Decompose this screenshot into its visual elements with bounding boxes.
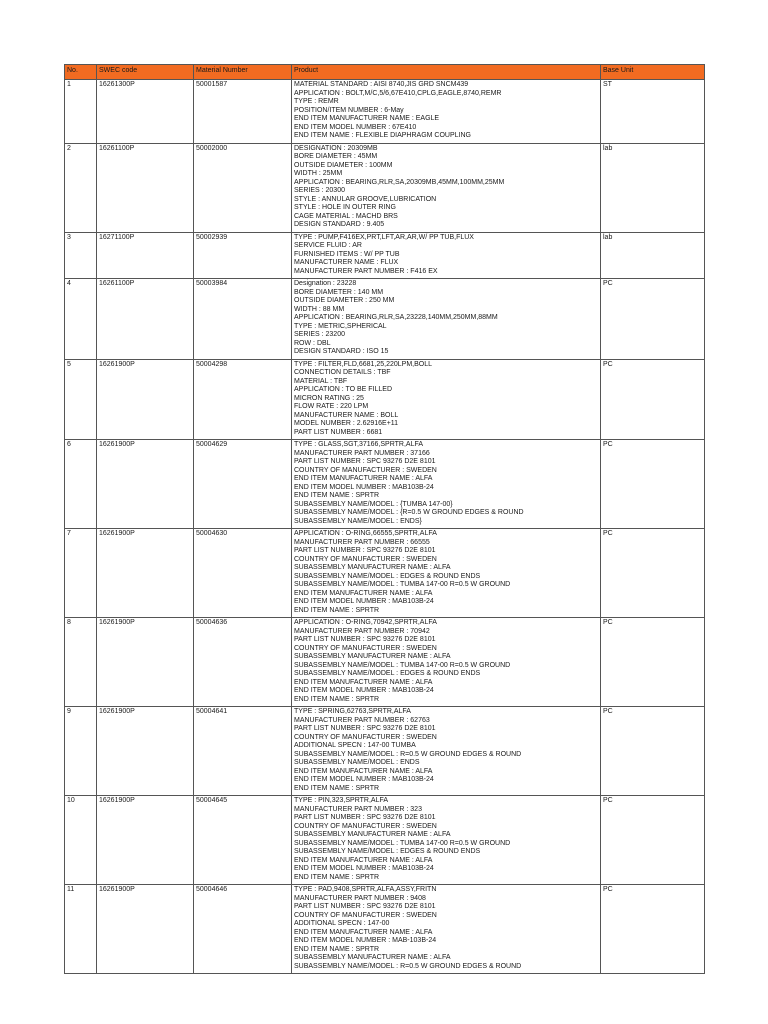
product-line: PART LIST NUMBER : SPC 93276 D2E 8101 (294, 458, 436, 465)
product-line: MATERIAL : TBF (294, 377, 348, 385)
product-line: END ITEM NAME : SPRTR (294, 606, 380, 614)
product-line: MANUFACTURER PART NUMBER : 37166 (294, 449, 430, 457)
product-line: OUTSIDE DIAMETER : 100MM (294, 161, 393, 169)
product-line: COUNTRY OF MANUFACTURER : SWEDEN (294, 822, 437, 830)
row-number: 6 (65, 440, 97, 529)
product-line: APPLICATION : BEARING,RLR,SA,23228,140MM,250MM,88MM (294, 314, 498, 321)
product-line: MATERIAL STANDARD : AISI 8740,JIS GRD SNCM439 (294, 81, 469, 88)
header-row (65, 65, 705, 80)
product-line: ADDITIONAL SPECN : 147-00 (294, 920, 390, 927)
product-line: SUBASSEMBLY NAME/MODEL : EDGES & ROUND ENDS (294, 670, 481, 677)
base-unit: PC (601, 707, 705, 796)
table-row (65, 529, 705, 618)
row-number: 10 (65, 796, 97, 885)
base-unit: PC (601, 885, 705, 974)
product-line: END ITEM MODEL NUMBER : MAB103B-24 (294, 865, 434, 872)
product-line: STYLE : HOLE IN OUTER RING (294, 204, 396, 211)
product-line: BORE DIAMETER : 45MM (294, 153, 378, 160)
product-line: CAGE MATERIAL : MACHD BRS (294, 212, 398, 220)
row-number: 11 (65, 885, 97, 974)
product-line: END ITEM NAME : SPRTR (294, 784, 380, 792)
product-line: WIDTH : 88 MM (294, 305, 345, 313)
material-number: 50004645 (194, 796, 292, 885)
base-unit: PC (601, 618, 705, 707)
material-number: 50004629 (194, 440, 292, 529)
swec-code: 16261300P (97, 80, 194, 144)
product-line: END ITEM MANUFACTURER NAME : ALFA (294, 589, 433, 597)
product-line: DESIGNATION : 20309MB (294, 144, 378, 152)
product-line: APPLICATION : O-RING,70942,SPRTR,ALFA (294, 619, 437, 626)
product-description (292, 707, 601, 796)
product-line: SUBASSEMBLY NAME/MODEL : EDGES & ROUND ENDS (294, 572, 481, 580)
product-description (292, 796, 601, 885)
product-line: TYPE : SPRING,62763,SPRTR,ALFA (294, 708, 411, 715)
row-number: 7 (65, 529, 97, 618)
row-number: 4 (65, 279, 97, 360)
product-line: SUBASSEMBLY NAME/MODEL : TUMBA 147-00 R=0.5 W GROUND (294, 661, 511, 669)
product-line: END ITEM MODEL NUMBER : MAB103B-24 (294, 598, 434, 605)
table-row (65, 618, 705, 707)
product-line: END ITEM MODEL NUMBER : MAB103B-24 (294, 483, 434, 491)
material-number: 50004298 (194, 359, 292, 440)
product-line: SERIES : 23200 (294, 331, 345, 338)
materials-sheet (64, 64, 704, 974)
swec-code: 16261900P (97, 440, 194, 529)
material-number: 50001587 (194, 80, 292, 144)
product-line: PART LIST NUMBER : SPC 93276 D2E 8101 (294, 547, 436, 554)
table-row (65, 359, 705, 440)
product-line: PART LIST NUMBER : SPC 93276 D2E 8101 (294, 903, 436, 910)
base-unit: ST (601, 80, 705, 144)
product-line: MODEL NUMBER : 2.62916E+11 (294, 420, 399, 427)
swec-code: 16261900P (97, 618, 194, 707)
product-description (292, 279, 601, 360)
product-line: PART LIST NUMBER : SPC 93276 D2E 8101 (294, 636, 436, 643)
product-line: ADDITIONAL SPECN : 147-00 TUMBA (294, 742, 416, 749)
table-row (65, 80, 705, 144)
product-line: TYPE : REMR (294, 98, 339, 105)
product-line: TYPE : PIN,323,SPRTR,ALFA (294, 797, 389, 804)
product-line: DESIGN STANDARD : 9.405 (294, 221, 385, 228)
product-line: END ITEM NAME : FLEXIBLE DIAPHRAGM COUPLING (294, 132, 471, 139)
product-line: END ITEM MANUFACTURER NAME : ALFA (294, 678, 433, 686)
table-row (65, 279, 705, 360)
product-line: APPLICATION : TO BE FILLED (294, 386, 393, 393)
product-line: TYPE : FILTER,FLD,6681,25,220LPM,BOLL (294, 360, 432, 368)
material-number: 50002000 (194, 143, 292, 232)
base-unit: PC (601, 529, 705, 618)
product-line: END ITEM MANUFACTURER NAME : ALFA (294, 475, 433, 482)
table-row (65, 232, 705, 279)
product-line: APPLICATION : BOLT,M/C,5/6,67E410,CPLG,EAGLE,8740,REMR (294, 89, 502, 97)
base-unit: PC (601, 440, 705, 529)
product-line: STYLE : ANNULAR GROOVE,LUBRICATION (294, 195, 437, 203)
product-line: MICRON RATING : 25 (294, 394, 364, 402)
swec-code: 16261900P (97, 707, 194, 796)
product-description (292, 143, 601, 232)
product-line: MANUFACTURER PART NUMBER : 62763 (294, 716, 430, 724)
product-line: CONNECTION DETAILS : TBF (294, 369, 391, 376)
product-line: END ITEM MANUFACTURER NAME : ALFA (294, 767, 433, 775)
table-row (65, 885, 705, 974)
product-line: COUNTRY OF MANUFACTURER : SWEDEN (294, 733, 437, 741)
product-line: END ITEM MODEL NUMBER : MAB-103B-24 (294, 937, 437, 944)
product-line: SUBASSEMBLY NAME/MODEL : ENDS} (294, 517, 422, 525)
base-unit: lab (601, 232, 705, 279)
product-line: DESIGN STANDARD : ISO 15 (294, 348, 389, 355)
row-number: 5 (65, 359, 97, 440)
product-line: WIDTH : 25MM (294, 170, 343, 177)
product-description (292, 80, 601, 144)
product-line: END ITEM MODEL NUMBER : 67E410 (294, 123, 417, 131)
product-description (292, 440, 601, 529)
product-line: END ITEM MODEL NUMBER : MAB103B-24 (294, 776, 434, 783)
table-row (65, 796, 705, 885)
base-unit: PC (601, 359, 705, 440)
product-line: COUNTRY OF MANUFACTURER : SWEDEN (294, 555, 437, 563)
product-line: APPLICATION : O-RING,66555,SPRTR,ALFA (294, 530, 437, 537)
material-number: 50004630 (194, 529, 292, 618)
product-description (292, 618, 601, 707)
material-number: 50003984 (194, 279, 292, 360)
product-line: MANUFACTURER PART NUMBER : 70942 (294, 627, 430, 635)
material-number: 50002939 (194, 232, 292, 279)
product-description (292, 529, 601, 618)
product-line: MANUFACTURER PART NUMBER : 323 (294, 805, 422, 813)
product-line: SUBASSEMBLY NAME/MODEL : R=0.5 W GROUND EDGES & ROUND (294, 962, 522, 970)
product-description (292, 359, 601, 440)
swec-code: 16261100P (97, 143, 194, 232)
material-number: 50004646 (194, 885, 292, 974)
material-number: 50004636 (194, 618, 292, 707)
product-line: END ITEM NAME : SPRTR (294, 945, 380, 953)
product-line: END ITEM MANUFACTURER NAME : EAGLE (294, 115, 440, 122)
product-description (292, 232, 601, 279)
header-material-number: Material Number (194, 65, 292, 80)
product-line: SUBASSEMBLY NAME/MODEL : R=0.5 W GROUND EDGES & ROUND (294, 750, 522, 758)
swec-code: 16261900P (97, 885, 194, 974)
table-row (65, 707, 705, 796)
product-line: END ITEM NAME : SPRTR (294, 695, 380, 703)
product-line: END ITEM MODEL NUMBER : MAB103B-24 (294, 687, 434, 694)
product-line: SUBASSEMBLY NAME/MODEL : TUMBA 147-00 R=0.5 W GROUND (294, 839, 511, 847)
product-line: SUBASSEMBLY NAME/MODEL : EDGES & ROUND ENDS (294, 848, 481, 855)
header-base-unit: Base Unit (601, 65, 705, 80)
product-line: END ITEM MANUFACTURER NAME : ALFA (294, 928, 433, 936)
row-number: 3 (65, 232, 97, 279)
product-line: END ITEM MANUFACTURER NAME : ALFA (294, 856, 433, 864)
product-line: TYPE : GLASS,SGT,37166,SPRTR,ALFA (294, 441, 424, 448)
product-line: END ITEM NAME : SPRTR (294, 492, 380, 499)
table-row (65, 440, 705, 529)
row-number: 9 (65, 707, 97, 796)
product-line: FLOW RATE : 220 LPM (294, 403, 369, 410)
material-number: 50004641 (194, 707, 292, 796)
product-line: COUNTRY OF MANUFACTURER : SWEDEN (294, 911, 437, 919)
product-line: SERIES : 20300 (294, 187, 345, 194)
product-line: OUTSIDE DIAMETER : 250 MM (294, 297, 395, 304)
row-number: 1 (65, 80, 97, 144)
product-line: SUBASSEMBLY MANUFACTURER NAME : ALFA (294, 954, 451, 961)
product-line: SERVICE FLUID : AR (294, 242, 362, 249)
table-row (65, 143, 705, 232)
product-line: MANUFACTURER PART NUMBER : F416 EX (294, 267, 438, 275)
product-line: SUBASSEMBLY MANUFACTURER NAME : ALFA (294, 564, 451, 571)
product-line: MANUFACTURER PART NUMBER : 9408 (294, 894, 426, 902)
product-line: PART LIST NUMBER : SPC 93276 D2E 8101 (294, 725, 436, 732)
product-description (292, 885, 601, 974)
product-line: BORE DIAMETER : 140 MM (294, 288, 384, 296)
product-line: SUBASSEMBLY NAME/MODEL : {TUMBA 147-00} (294, 500, 453, 508)
product-line: SUBASSEMBLY NAME/MODEL : ENDS (294, 759, 420, 766)
product-line: END ITEM NAME : SPRTR (294, 873, 380, 881)
materials-table (64, 64, 705, 974)
swec-code: 16261100P (97, 279, 194, 360)
product-line: ROW : DBL (294, 339, 331, 347)
table-body (65, 80, 705, 974)
product-line: MANUFACTURER NAME : BOLL (294, 411, 399, 419)
header-product: Product (292, 65, 601, 80)
product-line: TYPE : PUMP,F416EX,PRT,LFT,AR,AR,W/ PP TUB,FLUX (294, 233, 474, 241)
header-swec-code: SWEC code (97, 65, 194, 80)
product-line: TYPE : PAD,9408,SPRTR,ALFA,ASSY,FRITN (294, 886, 437, 893)
base-unit: lab (601, 143, 705, 232)
product-line: TYPE : METRIC,SPHERICAL (294, 322, 387, 330)
row-number: 2 (65, 143, 97, 232)
row-number: 8 (65, 618, 97, 707)
product-line: COUNTRY OF MANUFACTURER : SWEDEN (294, 466, 437, 474)
product-line: PART LIST NUMBER : SPC 93276 D2E 8101 (294, 814, 436, 821)
swec-code: 16271100P (97, 232, 194, 279)
base-unit: PC (601, 279, 705, 360)
product-line: SUBASSEMBLY NAME/MODEL : {R=0.5 W GROUND EDGES & ROUND (294, 509, 524, 516)
product-line: POSITION/ITEM NUMBER : 6-May (294, 106, 404, 114)
product-line: Designation : 23228 (294, 280, 357, 287)
header-no: No. (65, 65, 97, 80)
product-line: COUNTRY OF MANUFACTURER : SWEDEN (294, 644, 437, 652)
swec-code: 16261900P (97, 796, 194, 885)
product-line: FURNISHED ITEMS : W/ PP TUB (294, 250, 400, 258)
swec-code: 16261900P (97, 529, 194, 618)
swec-code: 16261900P (97, 359, 194, 440)
product-line: SUBASSEMBLY MANUFACTURER NAME : ALFA (294, 653, 451, 660)
product-line: PART LIST NUMBER : 6681 (294, 428, 383, 436)
product-line: SUBASSEMBLY MANUFACTURER NAME : ALFA (294, 831, 451, 838)
product-line: MANUFACTURER PART NUMBER : 66555 (294, 538, 430, 546)
product-line: MANUFACTURER NAME : FLUX (294, 259, 399, 266)
product-line: APPLICATION : BEARING,RLR,SA,20309MB,45MM,100MM,25MM (294, 178, 505, 186)
product-line: SUBASSEMBLY NAME/MODEL : TUMBA 147-00 R=0.5 W GROUND (294, 581, 511, 588)
base-unit: PC (601, 796, 705, 885)
